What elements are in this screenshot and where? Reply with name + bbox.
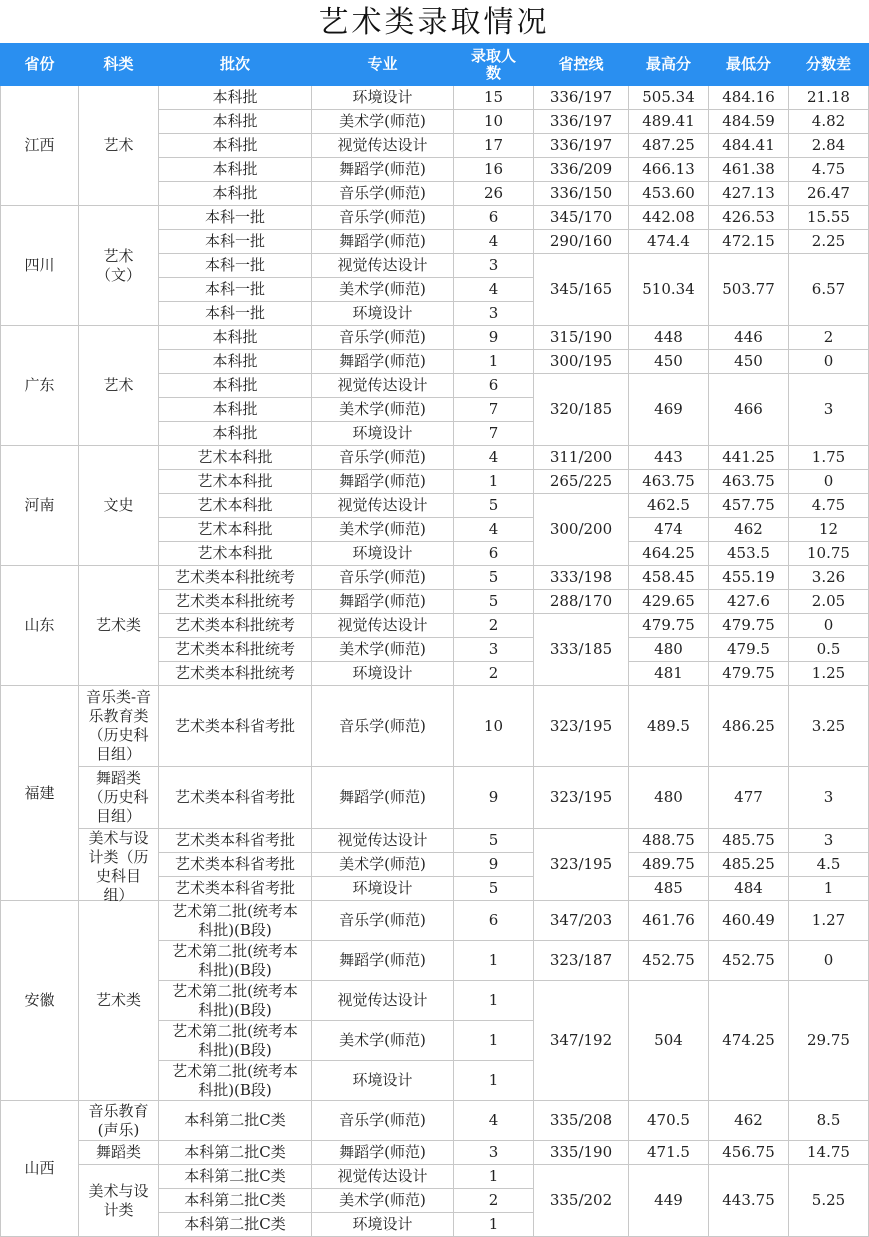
cell-count: 4 <box>454 230 534 254</box>
cell-diff: 1.27 <box>789 901 869 941</box>
cell-diff: 29.75 <box>789 981 869 1101</box>
cell-category: 舞蹈类 <box>79 1141 159 1165</box>
cell-province: 江西 <box>1 86 79 206</box>
cell-diff: 0 <box>789 941 869 981</box>
cell-max: 452.75 <box>629 941 709 981</box>
cell-major: 舞蹈学(师范) <box>312 230 454 254</box>
cell-major: 美术学(师范) <box>312 110 454 134</box>
cell-min: 486.25 <box>709 686 789 767</box>
cell-max: 466.13 <box>629 158 709 182</box>
cell-max: 480 <box>629 767 709 829</box>
cell-province: 山西 <box>1 1101 79 1237</box>
cell-major: 音乐学(师范) <box>312 1101 454 1141</box>
cell-batch: 本科第二批C类 <box>159 1101 312 1141</box>
cell-major: 视觉传达设计 <box>312 614 454 638</box>
cell-max: 469 <box>629 374 709 446</box>
cell-count: 2 <box>454 662 534 686</box>
cell-count: 7 <box>454 422 534 446</box>
cell-diff: 12 <box>789 518 869 542</box>
cell-control-line: 323/195 <box>534 767 629 829</box>
cell-min: 457.75 <box>709 494 789 518</box>
cell-control-line: 288/170 <box>534 590 629 614</box>
page-title: 艺术类录取情况 <box>318 5 550 40</box>
cell-diff: 6.57 <box>789 254 869 326</box>
cell-control-line: 333/198 <box>534 566 629 590</box>
cell-diff: 1.75 <box>789 446 869 470</box>
cell-control-line: 300/195 <box>534 350 629 374</box>
cell-province: 广东 <box>1 326 79 446</box>
cell-min: 450 <box>709 350 789 374</box>
cell-major: 环境设计 <box>312 662 454 686</box>
cell-category <box>79 829 159 904</box>
cell-major: 音乐学(师范) <box>312 206 454 230</box>
cell-count: 3 <box>454 302 534 326</box>
cell-max: 479.75 <box>629 614 709 638</box>
header-batch: 批次 <box>159 44 312 86</box>
cell-major: 环境设计 <box>312 422 454 446</box>
cell-control-line: 345/165 <box>534 254 629 326</box>
cell-major: 环境设计 <box>312 1061 454 1101</box>
cell-major: 美术学(师范) <box>312 518 454 542</box>
cell-category: 艺术 <box>79 86 159 206</box>
cell-major: 环境设计 <box>312 1213 454 1237</box>
cell-batch: 本科一批 <box>159 302 312 326</box>
cell-batch: 艺术类本科省考批 <box>159 877 312 901</box>
cell-batch: 本科批 <box>159 134 312 158</box>
cell-category: 艺术（文） <box>79 206 159 326</box>
cell-major: 美术学(师范) <box>312 398 454 422</box>
cell-count: 5 <box>454 877 534 901</box>
cell-count: 17 <box>454 134 534 158</box>
cell-diff: 5.25 <box>789 1165 869 1237</box>
cell-diff: 14.75 <box>789 1141 869 1165</box>
cell-major: 环境设计 <box>312 877 454 901</box>
cell-batch: 本科一批 <box>159 206 312 230</box>
cell-diff: 0 <box>789 470 869 494</box>
cell-max: 442.08 <box>629 206 709 230</box>
cell-diff: 2.05 <box>789 590 869 614</box>
table-row <box>1 206 869 230</box>
cell-min: 485.75 <box>709 829 789 853</box>
cell-batch: 本科批 <box>159 398 312 422</box>
cell-category: 艺术类 <box>79 566 159 686</box>
cell-count: 6 <box>454 542 534 566</box>
cell-max: 449 <box>629 1165 709 1237</box>
cell-diff: 10.75 <box>789 542 869 566</box>
cell-diff: 4.82 <box>789 110 869 134</box>
cell-max: 458.45 <box>629 566 709 590</box>
header-province: 省份 <box>1 44 79 86</box>
cell-diff: 3.26 <box>789 566 869 590</box>
cell-batch: 艺术类本科批统考 <box>159 566 312 590</box>
cell-diff: 2 <box>789 326 869 350</box>
cell-count: 4 <box>454 518 534 542</box>
cell-count: 3 <box>454 254 534 278</box>
cell-major: 视觉传达设计 <box>312 494 454 518</box>
cell-count: 9 <box>454 767 534 829</box>
table-row <box>1 829 869 853</box>
cell-batch: 艺术类本科批统考 <box>159 638 312 662</box>
cell-min: 462 <box>709 518 789 542</box>
cell-control-line: 335/208 <box>534 1101 629 1141</box>
cell-count: 3 <box>454 1141 534 1165</box>
cell-min: 479.5 <box>709 638 789 662</box>
cell-count: 10 <box>454 686 534 767</box>
header-major: 专业 <box>312 44 454 86</box>
cell-diff: 15.55 <box>789 206 869 230</box>
cell-control-line: 336/209 <box>534 158 629 182</box>
cell-batch: 艺术类本科批统考 <box>159 590 312 614</box>
table-row <box>1 1141 869 1165</box>
cell-diff: 4.75 <box>789 494 869 518</box>
cell-min: 453.5 <box>709 542 789 566</box>
cell-batch: 本科批 <box>159 374 312 398</box>
cell-count: 15 <box>454 86 534 110</box>
cell-batch: 本科第二批C类 <box>159 1189 312 1213</box>
cell-batch: 本科第二批C类 <box>159 1141 312 1165</box>
cell-major: 舞蹈学(师范) <box>312 590 454 614</box>
cell-min: 474.25 <box>709 981 789 1101</box>
cell-diff: 3 <box>789 374 869 446</box>
cell-max: 453.60 <box>629 182 709 206</box>
cell-category: 音乐类-音乐教育类（历史科目组） <box>79 686 159 767</box>
cell-count: 1 <box>454 350 534 374</box>
cell-control-line: 265/225 <box>534 470 629 494</box>
cell-diff: 0 <box>789 614 869 638</box>
table-body <box>1 86 869 1237</box>
cell-max: 489.41 <box>629 110 709 134</box>
cell-batch: 艺术类本科批统考 <box>159 662 312 686</box>
cell-batch: 本科第二批C类 <box>159 1213 312 1237</box>
cell-control-line: 323/187 <box>534 941 629 981</box>
cell-control-line: 320/185 <box>534 374 629 446</box>
cell-batch: 艺术本科批 <box>159 518 312 542</box>
cell-batch: 本科批 <box>159 86 312 110</box>
cell-major: 舞蹈学(师范) <box>312 350 454 374</box>
cell-min: 452.75 <box>709 941 789 981</box>
table-header <box>1 44 869 86</box>
cell-diff: 21.18 <box>789 86 869 110</box>
cell-max: 450 <box>629 350 709 374</box>
cell-batch: 艺术类本科批统考 <box>159 614 312 638</box>
cell-max: 429.65 <box>629 590 709 614</box>
cell-max: 504 <box>629 981 709 1101</box>
cell-diff: 1 <box>789 877 869 901</box>
cell-diff: 2.84 <box>789 134 869 158</box>
cell-batch: 艺术第二批(统考本科批)(B段) <box>159 941 312 981</box>
cell-major: 音乐学(师范) <box>312 446 454 470</box>
cell-category: 艺术 <box>79 326 159 446</box>
cell-max: 480 <box>629 638 709 662</box>
cell-control-line: 336/150 <box>534 182 629 206</box>
cell-count: 1 <box>454 1021 534 1061</box>
cell-count: 1 <box>454 981 534 1021</box>
cell-batch: 艺术类本科省考批 <box>159 767 312 829</box>
cell-batch: 本科批 <box>159 326 312 350</box>
header-min-score: 最低分 <box>709 44 789 86</box>
table-row <box>1 1165 869 1189</box>
cell-control-line: 335/202 <box>534 1165 629 1237</box>
cell-province: 福建 <box>1 686 79 901</box>
cell-province: 四川 <box>1 206 79 326</box>
cell-category: 艺术类 <box>79 901 159 1101</box>
cell-min: 426.53 <box>709 206 789 230</box>
cell-major: 美术学(师范) <box>312 278 454 302</box>
cell-major: 舞蹈学(师范) <box>312 158 454 182</box>
cell-control-line: 347/203 <box>534 901 629 941</box>
cell-count: 5 <box>454 494 534 518</box>
cell-count: 1 <box>454 1213 534 1237</box>
cell-count: 4 <box>454 278 534 302</box>
table-row <box>1 901 869 941</box>
cell-batch: 艺术本科批 <box>159 542 312 566</box>
cell-control-line: 323/195 <box>534 829 629 901</box>
cell-min: 460.49 <box>709 901 789 941</box>
cell-max: 487.25 <box>629 134 709 158</box>
header-max-score: 最高分 <box>629 44 709 86</box>
cell-major: 舞蹈学(师范) <box>312 941 454 981</box>
cell-batch: 艺术类本科省考批 <box>159 686 312 767</box>
cell-batch: 艺术类本科省考批 <box>159 829 312 853</box>
cell-min: 455.19 <box>709 566 789 590</box>
cell-count: 3 <box>454 638 534 662</box>
cell-max: 485 <box>629 877 709 901</box>
cell-control-line: 323/195 <box>534 686 629 767</box>
cell-min: 484.41 <box>709 134 789 158</box>
cell-min: 427.6 <box>709 590 789 614</box>
cell-batch: 艺术第二批(统考本科批)(B段) <box>159 1021 312 1061</box>
cell-min: 472.15 <box>709 230 789 254</box>
cell-major: 环境设计 <box>312 86 454 110</box>
cell-count: 5 <box>454 566 534 590</box>
cell-min: 479.75 <box>709 662 789 686</box>
cell-diff: 4.75 <box>789 158 869 182</box>
cell-major: 视觉传达设计 <box>312 374 454 398</box>
header-score-diff: 分数差 <box>789 44 869 86</box>
cell-control-line: 336/197 <box>534 134 629 158</box>
cell-count: 6 <box>454 206 534 230</box>
cell-batch: 艺术本科批 <box>159 446 312 470</box>
cell-batch: 本科批 <box>159 158 312 182</box>
cell-count: 1 <box>454 1165 534 1189</box>
cell-min: 485.25 <box>709 853 789 877</box>
cell-min: 503.77 <box>709 254 789 326</box>
cell-diff: 3.25 <box>789 686 869 767</box>
cell-batch: 艺术第二批(统考本科批)(B段) <box>159 981 312 1021</box>
cell-major: 美术学(师范) <box>312 853 454 877</box>
cell-major: 音乐学(师范) <box>312 326 454 350</box>
cell-province: 山东 <box>1 566 79 686</box>
cell-count: 5 <box>454 829 534 853</box>
cell-major: 视觉传达设计 <box>312 134 454 158</box>
cell-batch: 本科批 <box>159 350 312 374</box>
cell-category: 文史 <box>79 446 159 566</box>
cell-major: 舞蹈学(师范) <box>312 1141 454 1165</box>
header-control-line: 省控线 <box>534 44 629 86</box>
cell-control-line: 315/190 <box>534 326 629 350</box>
table-row <box>1 446 869 470</box>
cell-batch: 本科第二批C类 <box>159 1165 312 1189</box>
cell-min: 456.75 <box>709 1141 789 1165</box>
cell-min: 427.13 <box>709 182 789 206</box>
cell-count: 7 <box>454 398 534 422</box>
cell-min: 477 <box>709 767 789 829</box>
cell-count: 1 <box>454 1061 534 1101</box>
cell-control-line: 300/200 <box>534 494 629 566</box>
cell-max: 505.34 <box>629 86 709 110</box>
table-row <box>1 767 869 829</box>
cell-batch: 艺术本科批 <box>159 470 312 494</box>
cell-max: 448 <box>629 326 709 350</box>
cell-major: 视觉传达设计 <box>312 254 454 278</box>
cell-count: 10 <box>454 110 534 134</box>
table-row <box>1 1101 869 1141</box>
cell-diff: 0 <box>789 350 869 374</box>
cell-count: 4 <box>454 1101 534 1141</box>
cell-max: 462.5 <box>629 494 709 518</box>
cell-max: 474 <box>629 518 709 542</box>
cell-min: 461.38 <box>709 158 789 182</box>
cell-min: 446 <box>709 326 789 350</box>
cell-control-line: 311/200 <box>534 446 629 470</box>
cell-major: 视觉传达设计 <box>312 981 454 1021</box>
cell-major: 视觉传达设计 <box>312 1165 454 1189</box>
cell-count: 4 <box>454 446 534 470</box>
cell-category-text: 美术与设计类（历史科目组） <box>88 829 149 904</box>
cell-diff: 3 <box>789 767 869 829</box>
cell-count: 16 <box>454 158 534 182</box>
cell-count: 2 <box>454 614 534 638</box>
cell-category: 音乐教育(声乐) <box>79 1101 159 1141</box>
cell-min: 484 <box>709 877 789 901</box>
cell-count: 6 <box>454 374 534 398</box>
cell-major: 美术学(师范) <box>312 1021 454 1061</box>
cell-max: 481 <box>629 662 709 686</box>
header-admitted-count: 录取人数 <box>454 44 534 86</box>
cell-max: 463.75 <box>629 470 709 494</box>
cell-diff: 0.5 <box>789 638 869 662</box>
cell-count: 1 <box>454 470 534 494</box>
cell-max: 470.5 <box>629 1101 709 1141</box>
cell-max: 471.5 <box>629 1141 709 1165</box>
cell-diff: 3 <box>789 829 869 853</box>
cell-diff: 8.5 <box>789 1101 869 1141</box>
cell-max: 489.75 <box>629 853 709 877</box>
cell-major: 美术学(师范) <box>312 638 454 662</box>
cell-batch: 艺术类本科省考批 <box>159 853 312 877</box>
cell-major: 舞蹈学(师范) <box>312 767 454 829</box>
cell-max: 488.75 <box>629 829 709 853</box>
cell-min: 443.75 <box>709 1165 789 1237</box>
cell-province: 河南 <box>1 446 79 566</box>
cell-major: 音乐学(师范) <box>312 566 454 590</box>
cell-major: 音乐学(师范) <box>312 901 454 941</box>
cell-count: 2 <box>454 1189 534 1213</box>
cell-control-line: 347/192 <box>534 981 629 1101</box>
cell-major: 视觉传达设计 <box>312 829 454 853</box>
cell-min: 479.75 <box>709 614 789 638</box>
cell-batch: 艺术本科批 <box>159 494 312 518</box>
cell-batch: 艺术第二批(统考本科批)(B段) <box>159 901 312 941</box>
cell-diff: 1.25 <box>789 662 869 686</box>
cell-batch: 本科一批 <box>159 278 312 302</box>
cell-major: 音乐学(师范) <box>312 182 454 206</box>
cell-control-line: 336/197 <box>534 86 629 110</box>
cell-min: 466 <box>709 374 789 446</box>
admission-table <box>0 43 869 1237</box>
cell-batch: 本科批 <box>159 422 312 446</box>
header-category: 科类 <box>79 44 159 86</box>
cell-control-line: 345/170 <box>534 206 629 230</box>
cell-diff: 26.47 <box>789 182 869 206</box>
cell-batch: 本科一批 <box>159 254 312 278</box>
cell-major: 舞蹈学(师范) <box>312 470 454 494</box>
cell-max: 464.25 <box>629 542 709 566</box>
cell-batch: 本科一批 <box>159 230 312 254</box>
cell-max: 489.5 <box>629 686 709 767</box>
cell-control-line: 333/185 <box>534 614 629 686</box>
cell-batch: 艺术第二批(统考本科批)(B段) <box>159 1061 312 1101</box>
table-row <box>1 566 869 590</box>
cell-batch: 本科批 <box>159 110 312 134</box>
cell-province: 安徽 <box>1 901 79 1101</box>
cell-major: 音乐学(师范) <box>312 686 454 767</box>
table-row <box>1 686 869 767</box>
cell-major: 美术学(师范) <box>312 1189 454 1213</box>
cell-max: 443 <box>629 446 709 470</box>
cell-min: 441.25 <box>709 446 789 470</box>
cell-category: 舞蹈类（历史科目组） <box>79 767 159 829</box>
cell-min: 484.16 <box>709 86 789 110</box>
cell-count: 9 <box>454 853 534 877</box>
cell-count: 26 <box>454 182 534 206</box>
cell-max: 510.34 <box>629 254 709 326</box>
cell-max: 461.76 <box>629 901 709 941</box>
cell-min: 462 <box>709 1101 789 1141</box>
cell-diff: 4.5 <box>789 853 869 877</box>
cell-count: 5 <box>454 590 534 614</box>
cell-batch: 本科批 <box>159 182 312 206</box>
cell-control-line: 335/190 <box>534 1141 629 1165</box>
table-row <box>1 86 869 110</box>
cell-min: 463.75 <box>709 470 789 494</box>
cell-max: 474.4 <box>629 230 709 254</box>
cell-control-line: 290/160 <box>534 230 629 254</box>
cell-min: 484.59 <box>709 110 789 134</box>
cell-count: 6 <box>454 901 534 941</box>
cell-major: 环境设计 <box>312 302 454 326</box>
cell-major: 环境设计 <box>312 542 454 566</box>
table-row <box>1 326 869 350</box>
cell-diff: 2.25 <box>789 230 869 254</box>
cell-count: 9 <box>454 326 534 350</box>
cell-control-line: 336/197 <box>534 110 629 134</box>
cell-count: 1 <box>454 941 534 981</box>
cell-category: 美术与设计类 <box>79 1165 159 1237</box>
